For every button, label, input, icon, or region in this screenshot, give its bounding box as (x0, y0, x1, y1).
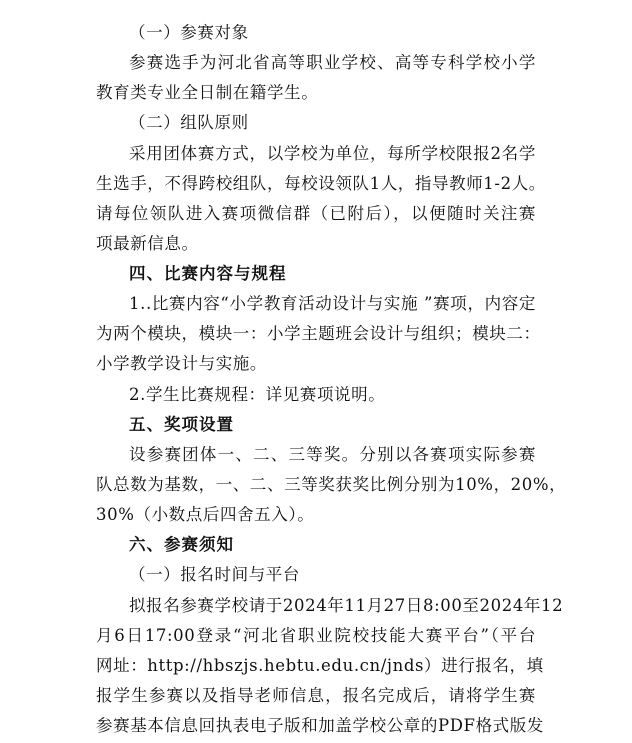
paragraph-line: 教育类专业全日制在籍学生。 (96, 83, 319, 103)
paragraph-line: 生选手，不得跨校组队，每校设领队1人，指导教师1-2人。 (96, 173, 546, 193)
paragraph-line: 报学生参赛以及指导老师信息，报名完成后，请将学生赛 (96, 685, 536, 705)
paragraph-line: 参赛选手为河北省高等职业学校、高等专科学校小学 (129, 53, 536, 73)
subheading-team-rules: （二）组队原则 (129, 113, 249, 133)
paragraph-line: 网址：http://hbszjs.hebtu.edu.cn/jnds）进行报名，填 (96, 655, 544, 675)
subheading-participants: （一）参赛对象 (129, 23, 249, 42)
paragraph-line: 月6日17:00登录“河北省职业院校技能大赛平台”（平台 (96, 625, 536, 645)
paragraph-line: 参赛基本信息回执表电子版和加盖学校公章的PDF格式版发 (96, 716, 544, 735)
section-heading-notice: 六、参赛须知 (129, 535, 234, 555)
paragraph-line: 30%（小数点后四舍五入）。 (96, 505, 315, 525)
paragraph-line: 拟报名参赛学校请于2024年11月27日8:00至2024年12 (129, 595, 564, 615)
section-heading-content-rules: 四、比赛内容与规程 (129, 264, 287, 283)
section-heading-awards: 五、奖项设置 (129, 414, 234, 434)
paragraph-line: 2.学生比赛规程：详见赛项说明。 (129, 384, 386, 404)
paragraph-line: 为两个模块，模块一：小学主题班会设计与组织；模块二： (96, 324, 541, 344)
paragraph-line: 小学教学设计与实施。 (96, 354, 267, 374)
paragraph-line: 设参赛团体一、二、三等奖。分别以各赛项实际参赛 (129, 444, 536, 464)
paragraph-line: 队总数为基数，一、二、三等奖获奖比例分别为10%，20%， (96, 475, 567, 494)
subheading-registration: （一）报名时间与平台 (129, 565, 300, 585)
paragraph-line: 采用团体赛方式，以学校为单位，每所学校限报2名学 (129, 143, 536, 163)
paragraph-line: 项最新信息。 (96, 233, 199, 253)
paragraph-line: 1..比赛内容“小学教育活动设计与实施 ”赛项，内容定 (129, 294, 536, 314)
paragraph-line: 请每位领队进入赛项微信群（已附后），以便随时关注赛 (96, 203, 536, 223)
